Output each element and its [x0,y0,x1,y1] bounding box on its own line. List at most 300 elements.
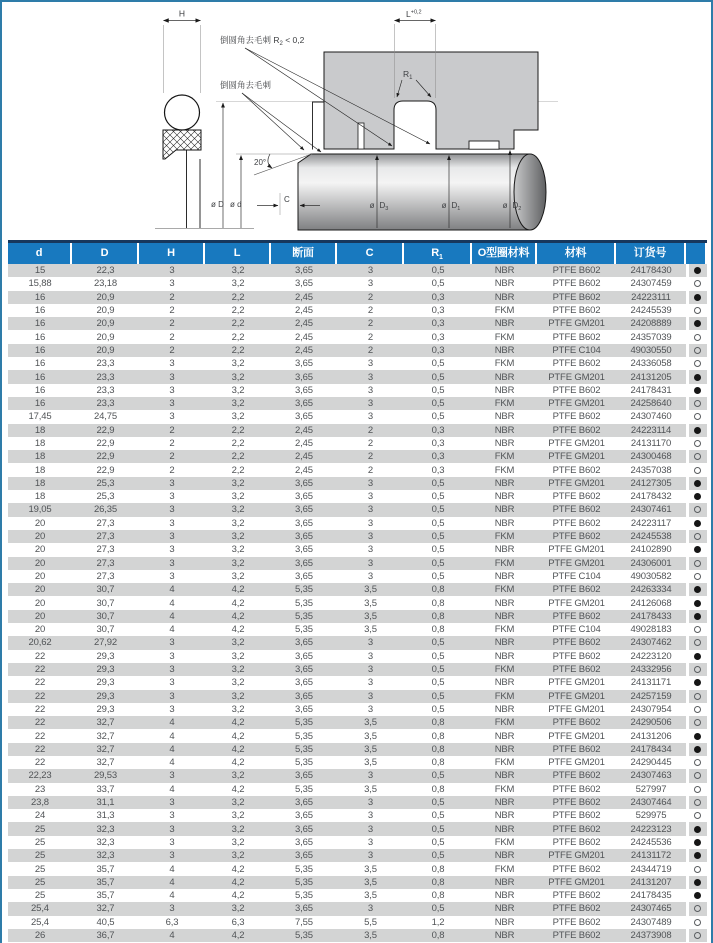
cell-L: 3,2 [231,810,245,822]
cell-section: 2,45 [295,331,313,343]
cell-D: 29,3 [96,703,115,715]
cell-material: PTFE B602 [552,464,601,476]
cell-R1: 0,5 [431,690,445,702]
cell-D: 32,7 [96,743,115,755]
cell-C: 3 [367,491,374,503]
cell-oring-material: FKM [494,305,515,317]
table-row [8,676,707,689]
cell-D: 23,3 [96,398,115,410]
table-row [8,437,707,450]
cell-D: 30,7 [96,597,115,609]
cell-d: 15,88 [28,278,52,290]
cell-D: 27,3 [96,531,115,543]
cell-material: PTFE B602 [552,717,601,729]
cell-H: 3 [169,477,175,489]
stock-indicator-filled [694,839,701,846]
cell-material: PTFE B602 [552,331,601,343]
cell-D: 32,3 [96,850,115,862]
cell-R1: 0,5 [431,664,445,676]
cell-L: 2,2 [231,451,245,463]
cell-d: 20 [34,597,46,609]
table-row [8,929,707,942]
cell-material: PTFE B602 [552,411,601,423]
cell-D: 22,9 [96,424,115,436]
cell-material: PTFE B602 [552,305,601,317]
cell-d: 25,4 [31,903,49,915]
cell-d: 18 [34,451,46,463]
table-row [8,729,707,742]
stock-indicator-open [694,919,701,926]
cell-H: 2 [169,344,175,356]
cell-section: 2,45 [295,318,313,330]
stock-indicator-open [694,626,701,633]
col-header-R1-base: R [431,247,440,259]
col-header-L: L [205,243,271,264]
dia-D3-prefix: ø [369,201,375,210]
cell-R1: 0,3 [431,451,445,463]
cell-d: 25 [34,850,46,862]
table-row [8,623,707,636]
col-header-D: D [72,243,139,264]
cell-material: PTFE B602 [552,517,601,529]
cell-C: 3,5 [364,730,377,742]
cell-L: 2,2 [231,318,245,330]
cell-L: 4,2 [231,610,245,622]
cell-C: 3,5 [364,743,377,755]
col-header-R1 [404,243,472,264]
table-row [8,317,707,330]
cell-stock [686,424,705,437]
cell-L: 3,2 [231,570,245,582]
cell-stock [686,716,705,729]
cell-order-number: 24373908 [630,929,672,941]
cell-C: 2 [367,291,374,303]
cell-H: 3 [169,690,175,702]
cell-R1: 0,3 [431,305,445,317]
cell-order-number: 24307464 [630,797,672,809]
cell-order-number: 24131172 [630,850,672,862]
cell-oring-material: NBR [494,850,515,862]
cell-order-number: 24178433 [630,610,672,622]
cell-material: PTFE B602 [552,424,601,436]
cell-order-number: 24127305 [630,477,672,489]
cell-C: 3,5 [364,863,377,875]
stock-indicator-open [694,905,701,912]
cell-oring-material: NBR [494,637,515,649]
stock-indicator-filled [694,520,701,527]
cell-d: 18 [34,491,46,503]
cell-L: 3,2 [231,690,245,702]
cell-C: 3 [367,797,374,809]
cell-C: 3,5 [364,876,377,888]
cell-R1: 0,3 [431,318,445,330]
cell-oring-material: NBR [494,743,515,755]
cell-H: 2 [169,291,175,303]
cell-oring-material: NBR [494,384,515,396]
cell-C: 3,5 [364,929,377,941]
cell-order-number: 24332956 [630,664,672,676]
cell-d: 22 [34,717,46,729]
cell-C: 3 [367,690,374,702]
stock-indicator-open [694,307,701,314]
cell-R1: 0,8 [431,783,445,795]
col-header-material: 材料 [537,243,616,264]
table-row [8,756,707,769]
cell-stock [686,862,705,875]
cell-d: 16 [34,344,46,356]
cell-section: 5,35 [295,743,313,755]
cell-d: 18 [34,464,46,476]
table-row [8,849,707,862]
cell-material: PTFE B602 [552,810,601,822]
cell-L: 3,2 [231,677,245,689]
cell-section: 3,65 [295,384,313,396]
cell-d: 25 [34,823,46,835]
col-header-order-number: 订货号 [616,243,686,264]
h-dim-label: H [178,8,186,19]
cell-d: 20 [34,557,46,569]
cell-D: 30,7 [96,610,115,622]
table-row [8,330,707,343]
cell-oring-material: NBR [494,929,515,941]
cell-H: 3 [169,823,175,835]
cell-stock [686,676,705,689]
cell-L: 3,2 [231,637,245,649]
table-row [8,650,707,663]
cell-section: 2,45 [295,305,313,317]
cell-section: 3,65 [295,810,313,822]
cell-material: PTFE GM201 [548,850,605,862]
cell-material: PTFE GM201 [548,757,605,769]
col-header-H: H [139,243,205,264]
stock-indicator-filled [694,852,701,859]
cell-C: 3 [367,371,374,383]
cell-R1: 0,3 [431,344,445,356]
cell-D: 22,9 [96,438,115,449]
cell-H: 3 [169,358,175,370]
cell-L: 3,2 [231,770,245,782]
table-row [8,916,707,929]
cell-C: 3 [367,278,374,290]
stock-indicator-filled [694,546,701,553]
cell-material: PTFE GM201 [548,597,605,609]
cell-D: 32,3 [96,836,115,848]
cell-stock [686,583,705,596]
stock-indicator-open [694,812,701,819]
table-row [8,836,707,849]
cell-R1: 0,3 [431,438,445,449]
cell-D: 32,7 [96,730,115,742]
cell-D: 23,18 [93,278,118,290]
cell-order-number: 24223114 [630,424,672,436]
table-row [8,596,707,609]
cell-H: 3 [169,557,175,569]
cell-material: PTFE GM201 [548,438,605,449]
cell-H: 3 [169,903,175,915]
cell-D: 25,3 [96,477,115,489]
cell-section: 3,65 [295,703,313,715]
table-row [8,503,707,516]
cell-order-number: 24245538 [630,531,672,543]
cell-stock [686,437,705,450]
cell-oring-material: NBR [494,730,515,742]
cell-D: 35,7 [96,863,115,875]
cell-d: 23,8 [31,797,49,809]
cell-H: 4 [169,624,175,636]
cell-oring-material: FKM [494,584,515,596]
cell-oring-material: NBR [494,318,515,330]
cell-material: PTFE B602 [552,637,601,649]
cell-section: 3,65 [295,411,313,423]
cell-L: 3,2 [231,398,245,410]
cell-H: 4 [169,584,175,596]
cell-C: 3,5 [364,717,377,729]
cell-stock [686,357,705,370]
cell-oring-material: NBR [494,903,515,915]
cell-section: 5,35 [295,584,313,596]
cell-oring-material: NBR [494,477,515,489]
cell-d: 16 [34,358,46,370]
cell-material: PTFE B602 [552,797,601,809]
cell-L: 3,2 [231,517,245,529]
cell-material: PTFE B602 [552,291,601,303]
cell-order-number: 24306001 [630,557,672,569]
stock-indicator-open [694,467,701,474]
stock-indicator-open [694,440,701,447]
stock-indicator-open [694,506,701,513]
cell-d: 24 [34,810,46,822]
shaft-end-cap [514,154,546,230]
table-row [8,636,707,649]
cell-L: 4,2 [231,730,245,742]
cell-stock [686,916,705,929]
table-row [8,862,707,875]
cell-material: PTFE GM201 [548,451,605,463]
cell-section: 2,45 [295,438,313,449]
cell-R1: 0,5 [431,265,445,277]
cell-oring-material: NBR [494,916,515,928]
cell-section: 3,65 [295,570,313,582]
cell-stock [686,849,705,862]
cell-C: 3 [367,557,374,569]
table-row [8,304,707,317]
cell-stock [686,929,705,942]
cell-oring-material: FKM [494,557,515,569]
cell-material: PTFE GM201 [548,876,605,888]
cell-stock [686,596,705,609]
cell-D: 27,3 [96,570,115,582]
cell-R1: 0,8 [431,757,445,769]
cell-D: 23,3 [96,358,115,370]
cell-L: 3,2 [231,836,245,848]
cell-D: 30,7 [96,584,115,596]
cell-d: 22 [34,677,46,689]
cell-L: 3,2 [231,797,245,809]
cell-R1: 0,5 [431,650,445,662]
dia-D-label: ø D [211,200,224,209]
cell-section: 5,35 [295,876,313,888]
stock-indicator-open [694,334,701,341]
cell-C: 3,5 [364,757,377,769]
cell-L: 3,2 [231,544,245,556]
dia-D3-label: $D_3$ [379,201,389,212]
table-row [8,530,707,543]
cell-R1: 0,8 [431,876,445,888]
cell-C: 2 [367,464,374,476]
cell-d: 25,4 [31,916,49,928]
table-row [8,543,707,556]
stock-indicator-open [694,453,701,460]
cell-R1: 0,5 [431,371,445,383]
l-dim-label: $L^{+0,2}$ [406,9,422,19]
cell-d: 16 [34,371,46,383]
cell-R1: 0,5 [431,836,445,848]
stock-indicator-open [694,786,701,793]
cell-C: 3,5 [364,584,377,596]
cell-stock [686,822,705,835]
table-row [8,876,707,889]
cell-L: 4,2 [231,929,245,941]
cell-section: 3,65 [295,557,313,569]
cell-R1: 0,8 [431,890,445,902]
cell-L: 4,2 [231,743,245,755]
cell-d: 16 [34,331,46,343]
table-row [8,809,707,822]
cell-order-number: 24263334 [630,584,672,596]
cell-D: 20,9 [96,344,115,356]
cell-order-number: 24223120 [630,650,672,662]
cell-material: PTFE B602 [552,278,601,290]
cell-stock [686,344,705,357]
cell-oring-material: NBR [494,291,515,303]
cell-L: 3,2 [231,531,245,543]
cell-oring-material: FKM [494,531,515,543]
stock-indicator-filled [694,320,701,327]
cell-L: 3,2 [231,491,245,503]
cell-oring-material: NBR [494,770,515,782]
cell-d: 16 [34,398,46,410]
cell-H: 6,3 [165,916,179,928]
col-header-section: 断面 [271,243,337,264]
cell-R1: 0,3 [431,331,445,343]
cell-order-number: 49030550 [630,344,672,356]
cell-L: 2,2 [231,291,245,303]
table-row [8,902,707,915]
cell-d: 17,45 [28,411,52,423]
cell-H: 3 [169,810,175,822]
cell-D: 20,9 [96,305,115,317]
cell-d: 22 [34,703,46,715]
cell-d: 18 [34,424,46,436]
cell-oring-material: FKM [494,331,515,343]
cell-D: 35,7 [96,876,115,888]
cell-stock [686,543,705,556]
cell-section: 3,65 [295,637,313,649]
cell-L: 2,2 [231,344,245,356]
cell-material: PTFE B602 [552,823,601,835]
cell-oring-material: NBR [494,703,515,715]
cell-stock [686,743,705,756]
cell-material: PTFE B602 [552,531,601,543]
cell-oring-material: NBR [494,797,515,809]
cell-section: 5,35 [295,624,313,636]
cell-H: 4 [169,890,175,902]
shaft [298,154,530,230]
cell-D: 29,3 [96,677,115,689]
cell-stock [686,330,705,343]
col-header-R1-sub: 1 [439,254,443,261]
cell-oring-material: NBR [494,677,515,689]
stock-indicator-filled [694,746,701,753]
cell-R1: 1,2 [431,916,445,928]
cell-oring-material: FKM [494,863,515,875]
cell-order-number: 24290506 [630,717,672,729]
cell-L: 4,2 [231,876,245,888]
cell-oring-material: FKM [494,836,515,848]
cell-C: 3 [367,265,374,277]
table-row [8,889,707,902]
cell-oring-material: NBR [494,424,515,436]
cell-stock [686,623,705,636]
cell-d: 22 [34,743,46,755]
cell-stock [686,902,705,915]
cell-section: 7,55 [295,916,313,928]
cell-D: 22,9 [96,464,115,476]
cell-d: 20 [34,517,46,529]
cell-oring-material: NBR [494,278,515,290]
note-deburr: 倒圆角去毛刺 [220,80,272,90]
table-row [8,557,707,570]
cell-material: PTFE B602 [552,384,601,396]
cell-C: 3 [367,358,374,370]
cell-H: 4 [169,610,175,622]
cell-order-number: 24245539 [630,305,672,317]
cell-C: 2 [367,305,374,317]
cell-material: PTFE GM201 [548,557,605,569]
cell-material: PTFE GM201 [548,398,605,410]
cell-H: 4 [169,757,175,769]
cell-order-number: 49030582 [630,570,672,582]
cell-R1: 0,5 [431,504,445,516]
cell-order-number: 24258640 [630,398,672,410]
cell-H: 3 [169,797,175,809]
cell-L: 4,2 [231,624,245,636]
cell-order-number: 24307489 [630,916,672,928]
table-row [8,344,707,357]
dia-d-label: ø d [230,200,242,209]
cell-d: 19,05 [28,504,52,516]
cell-L: 3,2 [231,557,245,569]
cell-oring-material: FKM [494,757,515,769]
housing-joint-line [313,102,325,150]
cell-section: 2,45 [295,451,313,463]
cell-H: 3 [169,265,175,277]
cell-H: 3 [169,664,175,676]
cell-D: 27,3 [96,557,115,569]
dia-D1-prefix: ø [441,201,447,210]
stock-indicator-filled [694,892,701,899]
cell-oring-material: NBR [494,876,515,888]
table-row [8,291,707,304]
table-row [8,783,707,796]
cell-d: 16 [34,384,46,396]
cell-section: 3,65 [295,491,313,503]
cell-L: 2,2 [231,464,245,476]
cell-material: PTFE B602 [552,358,601,370]
cell-C: 3 [367,770,374,782]
cell-order-number: 24131170 [630,438,672,449]
cell-H: 4 [169,863,175,875]
